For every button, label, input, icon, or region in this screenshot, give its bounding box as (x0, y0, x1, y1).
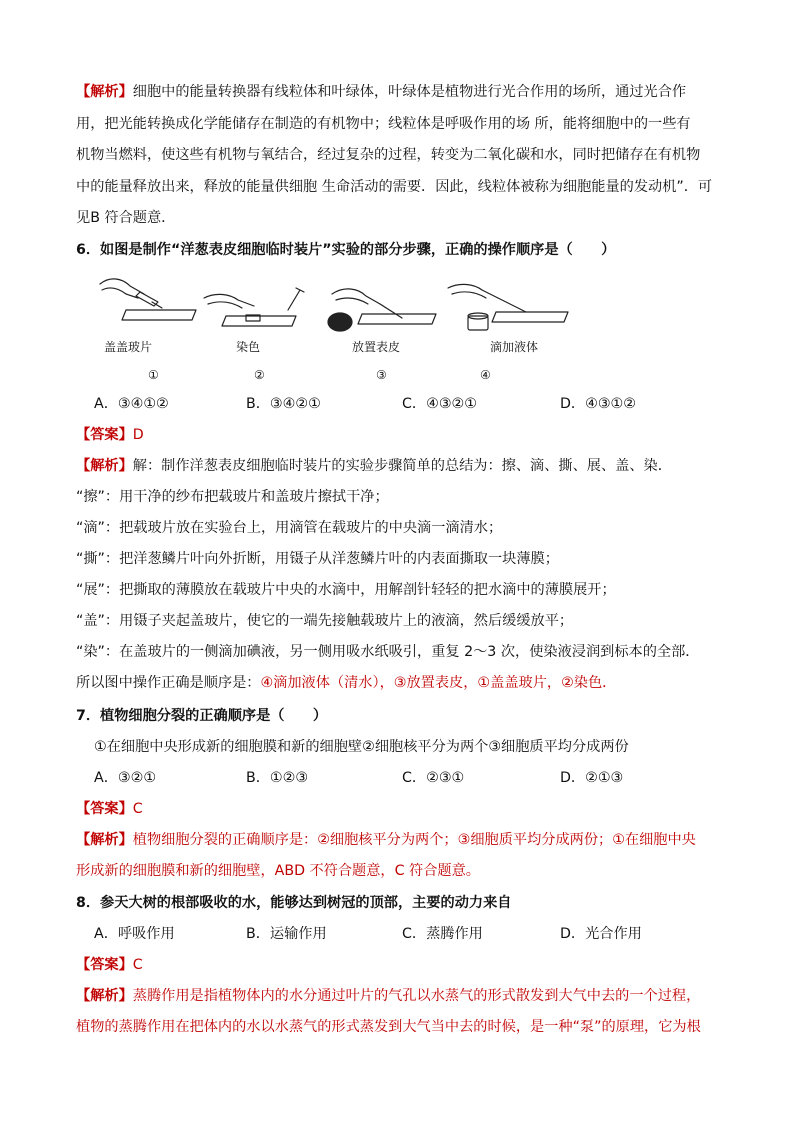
q5-analysis-line-2: 用，把光能转换成化学能储存在制造的有机物中；线粒体是呼吸作用的场 所，能将细胞中的一些有 (76, 116, 691, 132)
q5-analysis-line-5: 见B 符合题意． (76, 210, 176, 226)
q7-analysis-line-1: 【解析】植物细胞分裂的正确顺序是：②细胞核平分为两个；③细胞质平均分成两份；①在细胞中央 (76, 832, 696, 848)
answer-label: 【答案】 (76, 801, 133, 817)
q6-analysis-line-6: “盖”：用镊子夹起盖玻片，使它的一端先接触载玻片上的液滴，然后缓缓放平； (76, 613, 574, 629)
q8-analysis-line-2: 植物的蒸腾作用在把体内的水以水蒸气的形式蒸发到大气当中去的时候，是一种“泵”的原理，它为根 (76, 1019, 701, 1035)
q6-option-c: C．④③②① (402, 396, 477, 412)
q6-figure (96, 268, 576, 386)
q8-analysis-line-1: 【解析】蒸腾作用是指植物体内的水分通过叶片的气孔以水蒸气的形式散发到大气中去的一个过程， (76, 988, 701, 1004)
q8-option-c: C．蒸腾作用 (402, 926, 483, 942)
figure-caption-4: 滴加液体 (490, 340, 539, 354)
q5-analysis-line-3: 机物当燃料，使这些有机物与氧结合，经过复杂的过程，转变为二氧化碳和水，同时把储存在有机物 (76, 147, 701, 163)
figure-caption-3: 放置表皮 (352, 340, 401, 354)
figure-caption-1: 盖盖玻片 (104, 340, 153, 354)
q8-answer: 【答案】C (76, 957, 143, 973)
q6-analysis-line-2: “擦”：用干净的纱布把载玻片和盖玻片擦拭干净； (76, 489, 389, 505)
q6-option-b: B．③④②① (246, 396, 321, 412)
analysis-label: 【解析】 (76, 458, 133, 474)
answer-label: 【答案】 (76, 427, 133, 443)
q7-option-d: D．②①③ (560, 770, 624, 786)
analysis-label: 【解析】 (76, 988, 133, 1004)
q7-answer: 【答案】C (76, 801, 143, 817)
figure-number-2: ② (254, 368, 265, 382)
q6-analysis-line-1: 【解析】解：制作洋葱表皮细胞临时装片的实验步骤简单的总结为：擦、滴、撕、展、盖、染． (76, 458, 672, 474)
q5-analysis-line-4: 中的能量释放出来，释放的能量供细胞 生命活动的需要．因此，线粒体被称为细胞能量的发动机”．可 (76, 179, 713, 195)
q7-analysis-line-2: 形成新的细胞膜和新的细胞壁，ABD 不符合题意，C 符合题意。 (76, 863, 480, 879)
figure-number-4: ④ (480, 368, 491, 382)
q6-answer: 【答案】D (76, 427, 144, 443)
analysis-label: 【解析】 (76, 832, 133, 848)
q7-statement: ①在细胞中央形成新的细胞膜和新的细胞壁②细胞核平分为两个③细胞质平均分成两份 (94, 739, 629, 755)
q8-option-d: D．光合作用 (560, 926, 642, 942)
q5-analysis-line-1: 【解析】细胞中的能量转换器有线粒体和叶绿体，叶绿体是植物进行光合作用的场所，通过光合作 (76, 84, 687, 100)
q6-analysis-line-7: “染”：在盖玻片的一侧滴加碘液，另一侧用吸水纸吸引，重复 2～3 次，使染液浸润到标本的全部． (76, 644, 700, 660)
q6-analysis-line-3: “滴”：把载玻片放在实验台上，用滴管在载玻片的中央滴一滴清水； (76, 520, 503, 536)
q6-analysis-line-5: “展”：把撕取的薄膜放在载玻片中央的水滴中，用解剖针轻轻的把水滴中的薄膜展开； (76, 582, 616, 598)
figure-number-3: ③ (376, 368, 387, 382)
figure-caption-2: 染色 (236, 340, 261, 354)
q6-option-a: A．③④①② (94, 396, 169, 412)
cover-slip-drawing (100, 279, 196, 320)
q8-option-a: A．呼吸作用 (94, 926, 175, 942)
add-liquid-drawing (448, 284, 568, 330)
q6-stem: 6．如图是制作“洋葱表皮细胞临时装片”实验的部分步骤，正确的操作顺序是（ ） (76, 242, 616, 258)
q8-option-b: B．运输作用 (246, 926, 327, 942)
place-epidermis-drawing (328, 289, 436, 331)
staining-drawing (204, 288, 304, 326)
q6-conclusion: 所以图中操作正确是顺序是：④滴加液体（清水），③放置表皮，①盖盖玻片，②染色． (76, 675, 617, 691)
q6-analysis-line-4: “撕”：把洋葱鳞片叶向外折断，用镊子从洋葱鳞片叶的内表面撕取一块薄膜； (76, 551, 559, 567)
q6-option-d: D．④③①② (560, 396, 636, 412)
q7-stem: 7．植物细胞分裂的正确顺序是（ ） (76, 708, 328, 724)
q7-option-a: A．③②① (94, 770, 157, 786)
slide-steps-illustration (96, 268, 576, 386)
q7-option-b: B．①②③ (246, 770, 309, 786)
q7-option-c: C．②③① (402, 770, 465, 786)
figure-number-1: ① (148, 368, 159, 382)
answer-label: 【答案】 (76, 957, 133, 973)
q8-stem: 8．参天大树的根部吸收的水，能够达到树冠的顶部，主要的动力来自 (76, 895, 512, 911)
analysis-label: 【解析】 (76, 84, 133, 100)
